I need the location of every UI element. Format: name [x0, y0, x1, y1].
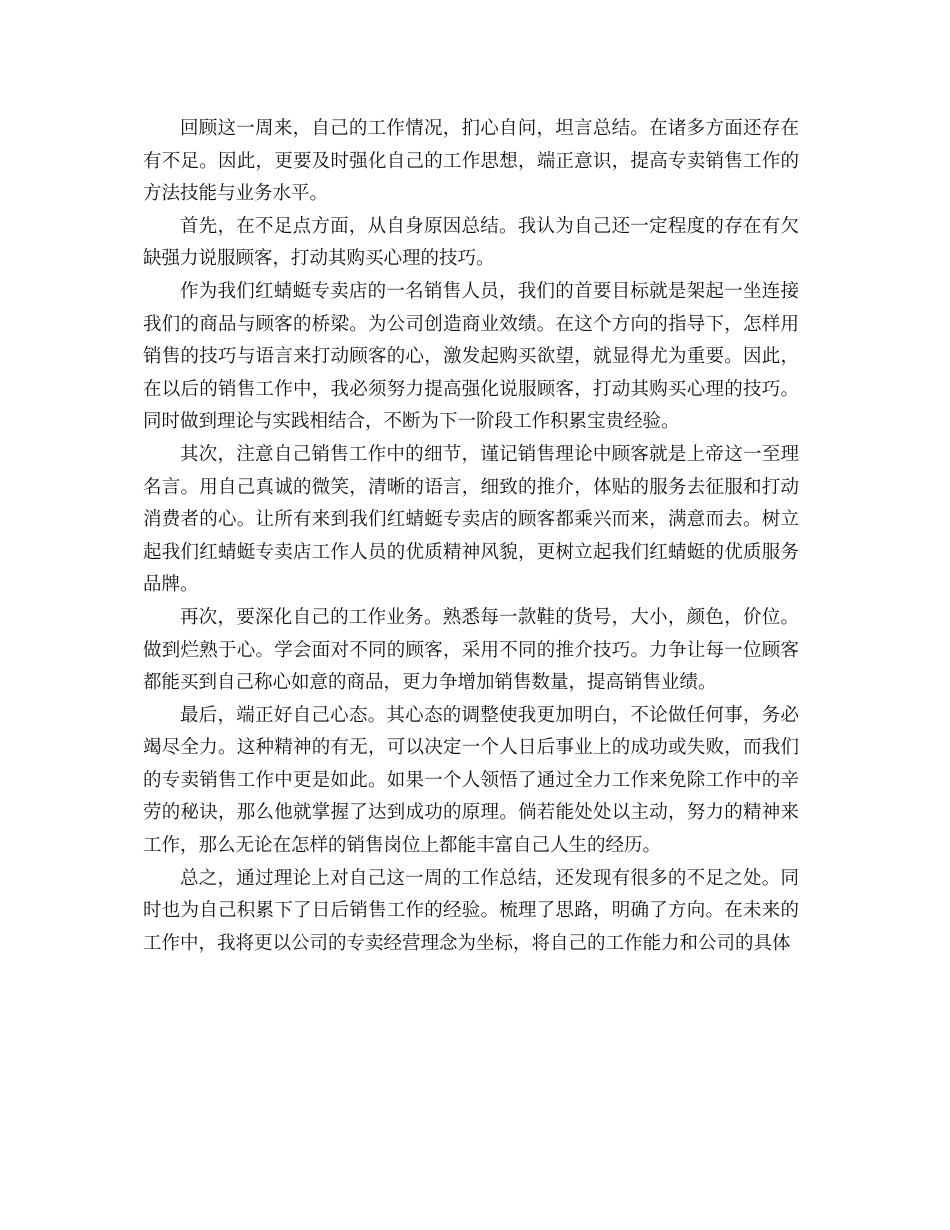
paragraph-first-shortcoming: 首先，在不足点方面，从自身原因总结。我认为自己还一定程度的存在有欠缺强力说服顾客，打动其购买心理的技巧。	[143, 215, 799, 270]
paragraph-details: 其次，注意自己销售工作中的细节，谨记销售理论中顾客就是上帝这一至理名言。用自己真诚的微笑，清晰的语言，细致的推介，体贴的服务去征服和打动消费者的心。让所有来到我们红蜻蜓专卖店的顾客都乘兴而来，满意而去。树立起我们红蜻蜓专卖店工作人员的优质精神风貌，更树立起我们红蜻蜓的优质服务品牌。	[143, 443, 799, 596]
paragraph-conclusion: 总之，通过理论上对自己这一周的工作总结，还发现有很多的不足之处。同时也为自己积累下了日后销售工作的经验。梳理了思路，明确了方向。在未来的工作中，我将更以公司的专卖经营理念为坐标，将自己的工作能力和公司的具体	[143, 867, 799, 954]
document-body	[143, 113, 799, 960]
paragraph-review: 回顾这一周来，自己的工作情况，扪心自问，坦言总结。在诸多方面还存在有不足。因此，更要及时强化自己的工作思想，端正意识，提高专卖销售工作的方法技能与业务水平。	[143, 118, 799, 205]
paragraph-sales-goal: 作为我们红蜻蜓专卖店的一名销售人员，我们的首要目标就是架起一坐连接我们的商品与顾客的桥梁。为公司创造商业效绩。在这个方向的指导下，怎样用销售的技巧与语言来打动顾客的心，激发起购买欲望，就显得尤为重要。因此，在以后的销售工作中，我必须努力提高强化说服顾客，打动其购买心理的技巧。同时做到理论与实践相结合，不断为下一阶段工作积累宝贵经验。	[143, 280, 799, 433]
paragraph-business-knowledge: 再次，要深化自己的工作业务。熟悉每一款鞋的货号，大小，颜色，价位。做到烂熟于心。学会面对不同的顾客，采用不同的推介技巧。力争让每一位顾客都能买到自己称心如意的商品，更力争增加销售数量，提高销售业绩。	[143, 606, 799, 694]
paragraph-mindset: 最后，端正好自己心态。其心态的调整使我更加明白，不论做任何事，务必竭尽全力。这种精神的有无，可以决定一个人日后事业上的成功或失败，而我们的专卖销售工作中更是如此。如果一个人领悟了通过全力工作来免除工作中的辛劳的秘诀，那么他就掌握了达到成功的原理。倘若能处处以主动，努力的精神来工作，那么无论在怎样的销售岗位上都能丰富自己人生的经历。	[143, 704, 799, 857]
